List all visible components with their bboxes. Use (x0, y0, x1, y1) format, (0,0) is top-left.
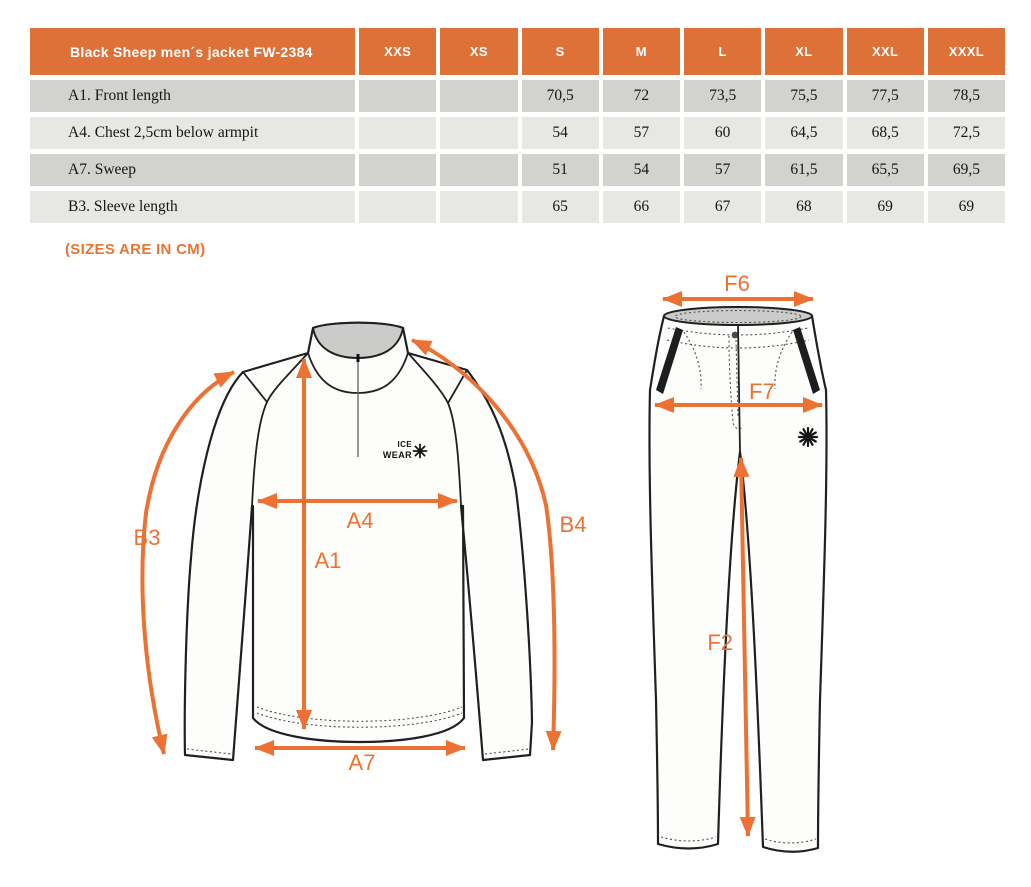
row-label: A1. Front length (30, 80, 355, 112)
size-value: 78,5 (928, 80, 1005, 112)
size-value: 73,5 (684, 80, 761, 112)
pants-diagram (649, 271, 826, 852)
size-value (359, 117, 436, 149)
size-column-header-xxxl: XXXL (928, 28, 1005, 75)
f2-label: F2 (707, 630, 733, 655)
size-value: 68,5 (847, 117, 924, 149)
table-title: Black Sheep men´s jacket FW-2384 (30, 28, 355, 75)
f6-label: F6 (724, 271, 750, 296)
size-value (440, 191, 517, 223)
size-value: 60 (684, 117, 761, 149)
size-value: 65,5 (847, 154, 924, 186)
size-column-header-l: L (684, 28, 761, 75)
size-value: 57 (684, 154, 761, 186)
b4-label: B4 (559, 512, 587, 537)
jacket-diagram (134, 323, 587, 775)
waist-opening (664, 307, 812, 325)
row-label: A7. Sweep (30, 154, 355, 186)
a7-label: A7 (348, 750, 376, 775)
size-value: 69,5 (928, 154, 1005, 186)
size-value: 57 (603, 117, 680, 149)
units-note: (SIZES ARE IN CM) (65, 241, 206, 258)
logo-text-ice: ICE (397, 440, 412, 449)
size-column-header-xl: XL (765, 28, 842, 75)
row-label: A4. Chest 2,5cm below armpit (30, 117, 355, 149)
logo-text-wear: WEAR (382, 450, 412, 460)
size-table (30, 28, 1005, 223)
size-value: 68 (765, 191, 842, 223)
size-value: 54 (522, 117, 599, 149)
size-column-header-s: S (522, 28, 599, 75)
size-value: 70,5 (522, 80, 599, 112)
size-value (440, 80, 517, 112)
b3-label: B3 (133, 525, 161, 550)
pants-outline (649, 311, 826, 852)
size-value (359, 80, 436, 112)
size-value: 69 (847, 191, 924, 223)
size-column-header-m: M (603, 28, 680, 75)
size-value: 66 (603, 191, 680, 223)
a4-label: A4 (346, 508, 374, 533)
size-column-header-xxl: XXL (847, 28, 924, 75)
size-value: 77,5 (847, 80, 924, 112)
size-value (359, 154, 436, 186)
size-value (359, 191, 436, 223)
size-value: 72 (603, 80, 680, 112)
size-value: 75,5 (765, 80, 842, 112)
size-value: 72,5 (928, 117, 1005, 149)
size-value: 61,5 (765, 154, 842, 186)
size-value: 69 (928, 191, 1005, 223)
size-value: 54 (603, 154, 680, 186)
size-value (440, 154, 517, 186)
size-value (440, 117, 517, 149)
size-value: 64,5 (765, 117, 842, 149)
size-column-header-xxs: XXS (359, 28, 436, 75)
f7-label: F7 (749, 379, 775, 404)
size-column-header-xs: XS (440, 28, 517, 75)
row-label: B3. Sleeve length (30, 191, 355, 223)
snowflake-icon (414, 445, 427, 458)
garment-diagrams (0, 270, 1031, 887)
size-value: 51 (522, 154, 599, 186)
size-value: 65 (522, 191, 599, 223)
size-value: 67 (684, 191, 761, 223)
a1-label: A1 (314, 548, 342, 573)
